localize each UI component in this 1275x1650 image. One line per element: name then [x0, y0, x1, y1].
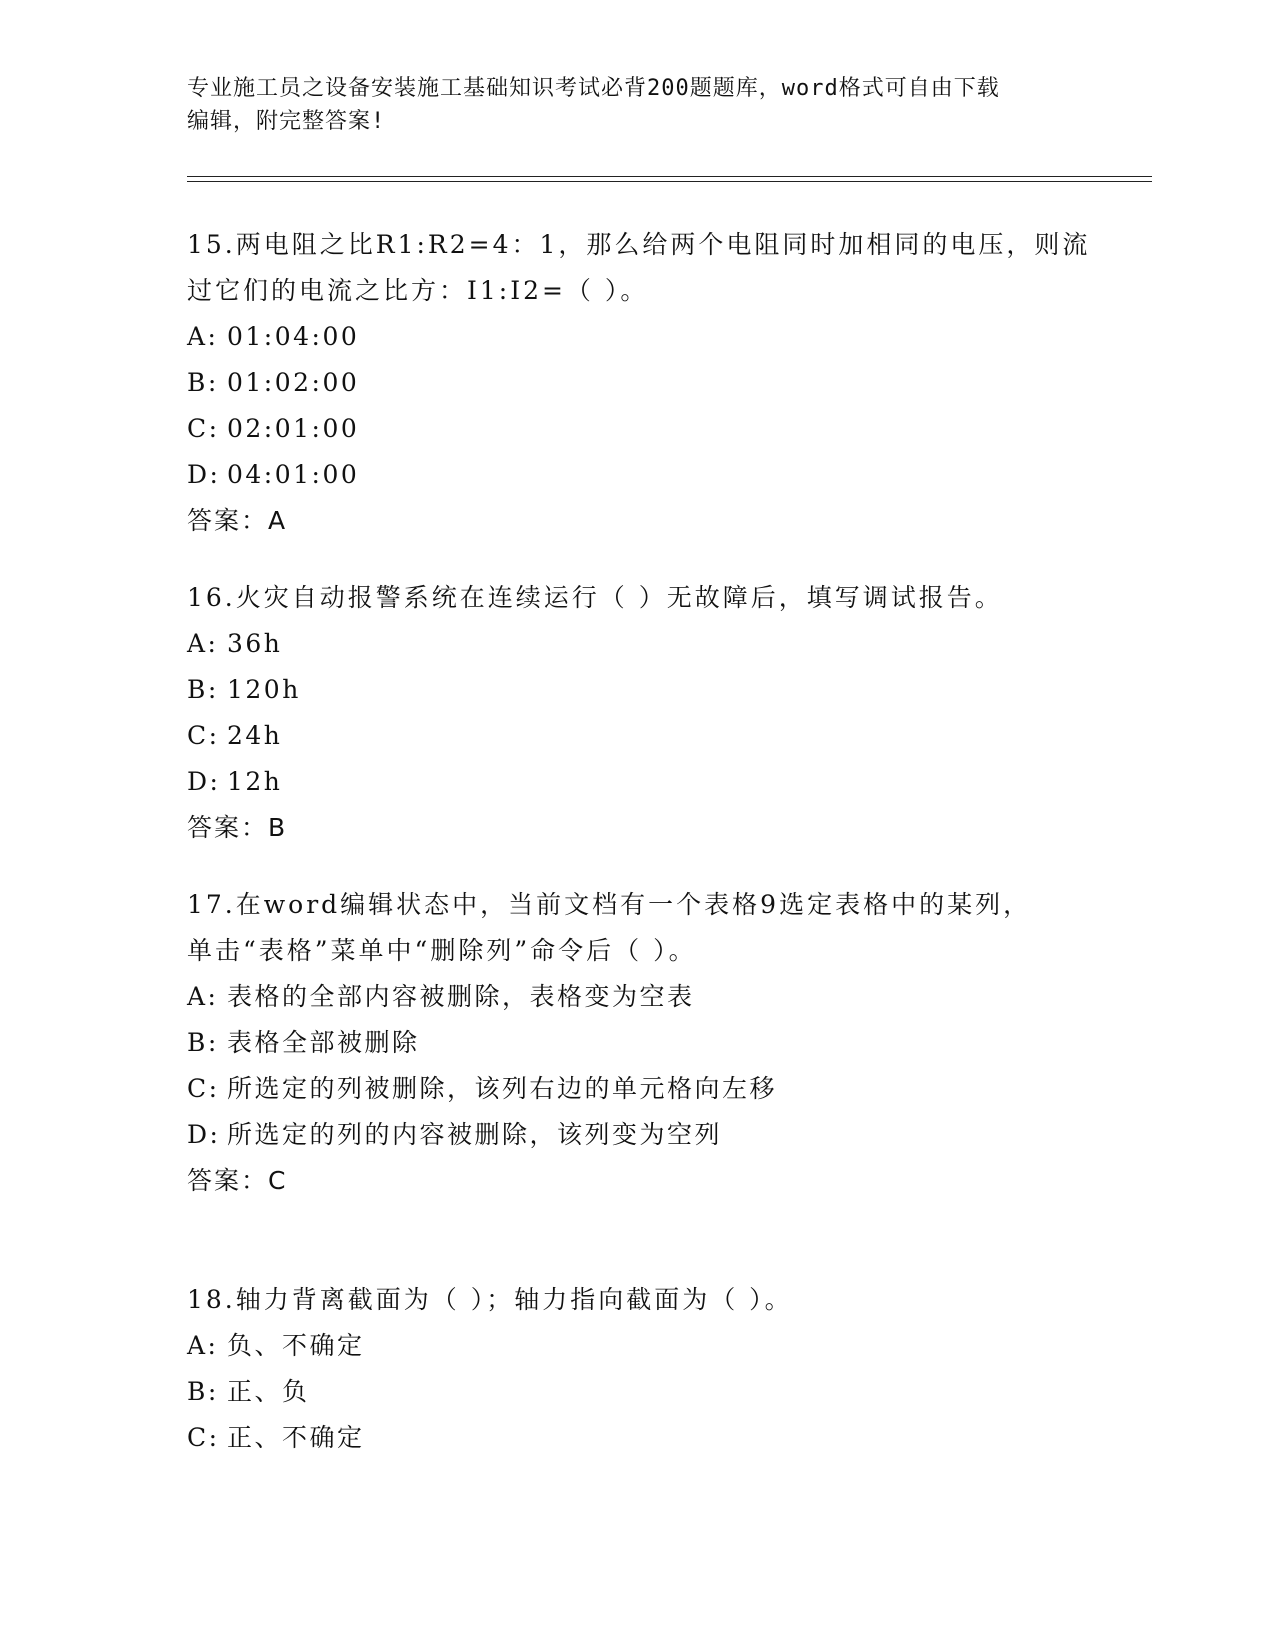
option-text: 24h	[227, 721, 283, 750]
option-a	[187, 621, 1147, 667]
header-title-line-2: 编辑，附完整答案!	[187, 109, 386, 134]
option-c	[187, 713, 1147, 759]
option-c	[187, 1066, 1147, 1112]
answer-line: 答案：B	[187, 813, 288, 842]
question-stem-line: 15.两电阻之比R1:R2=4：1，那么给两个电阻同时加相同的电压，则流	[187, 230, 1091, 259]
option-text: 表格的全部内容被删除，表格变为空表	[227, 982, 695, 1011]
question-stem-line: 单击“表格”菜单中“删除列”命令后（ ）。	[187, 936, 697, 965]
document-header	[187, 72, 1087, 138]
option-text: 01:02:00	[227, 368, 360, 397]
option-label: C:	[187, 1423, 220, 1452]
option-d	[187, 1112, 1147, 1158]
option-b	[187, 1020, 1147, 1066]
header-divider-top	[187, 176, 1152, 177]
option-text: 04:01:00	[227, 460, 360, 489]
option-label: B:	[187, 368, 219, 397]
option-label: A:	[187, 322, 219, 351]
option-label: D:	[187, 767, 221, 796]
option-label: B:	[187, 675, 219, 704]
option-d	[187, 759, 1147, 805]
option-c	[187, 1415, 1147, 1461]
option-label: D:	[187, 1120, 221, 1149]
option-label: D:	[187, 460, 221, 489]
question-16	[187, 575, 1147, 851]
option-text: 正、不确定	[227, 1423, 365, 1452]
option-label: B:	[187, 1377, 219, 1406]
option-text: 02:01:00	[227, 414, 360, 443]
question-stem-line: 16.火灾自动报警系统在连续运行（ ）无故障后，填写调试报告。	[187, 583, 1003, 612]
question-stem-line: 18.轴力背离截面为（ ）；轴力指向截面为（ ）。	[187, 1285, 793, 1314]
answer-line: 答案：C	[187, 1166, 288, 1195]
question-18	[187, 1277, 1147, 1461]
option-label: A:	[187, 1331, 219, 1360]
option-text: 36h	[227, 629, 283, 658]
question-stem-line: 过它们的电流之比方：I1:I2=（ ）。	[187, 276, 649, 305]
option-c	[187, 406, 1147, 452]
option-label: B:	[187, 1028, 219, 1057]
option-a	[187, 974, 1147, 1020]
option-b	[187, 1369, 1147, 1415]
option-text: 所选定的列被删除，该列右边的单元格向左移	[227, 1074, 778, 1103]
option-text: 所选定的列的内容被删除，该列变为空列	[227, 1120, 723, 1149]
option-label: C:	[187, 414, 220, 443]
option-text: 表格全部被删除	[227, 1028, 420, 1057]
option-label: C:	[187, 1074, 220, 1103]
answer-line: 答案：A	[187, 506, 288, 535]
question-15	[187, 222, 1147, 544]
option-a	[187, 1323, 1147, 1369]
option-b	[187, 360, 1147, 406]
question-stem-line: 17.在word编辑状态中，当前文档有一个表格9选定表格中的某列，	[187, 890, 1032, 919]
option-text: 120h	[227, 675, 301, 704]
option-text: 负、不确定	[227, 1331, 365, 1360]
option-label: A:	[187, 982, 219, 1011]
option-text: 正、负	[227, 1377, 310, 1406]
option-label: C:	[187, 721, 220, 750]
option-a	[187, 314, 1147, 360]
header-divider-bottom	[187, 181, 1152, 182]
option-text: 01:04:00	[227, 322, 360, 351]
option-label: A:	[187, 629, 219, 658]
option-text: 12h	[227, 767, 283, 796]
option-b	[187, 667, 1147, 713]
option-d	[187, 452, 1147, 498]
question-17	[187, 882, 1147, 1204]
header-title-line-1: 专业施工员之设备安装施工基础知识考试必背200题题库，word格式可自由下载	[187, 76, 1000, 101]
